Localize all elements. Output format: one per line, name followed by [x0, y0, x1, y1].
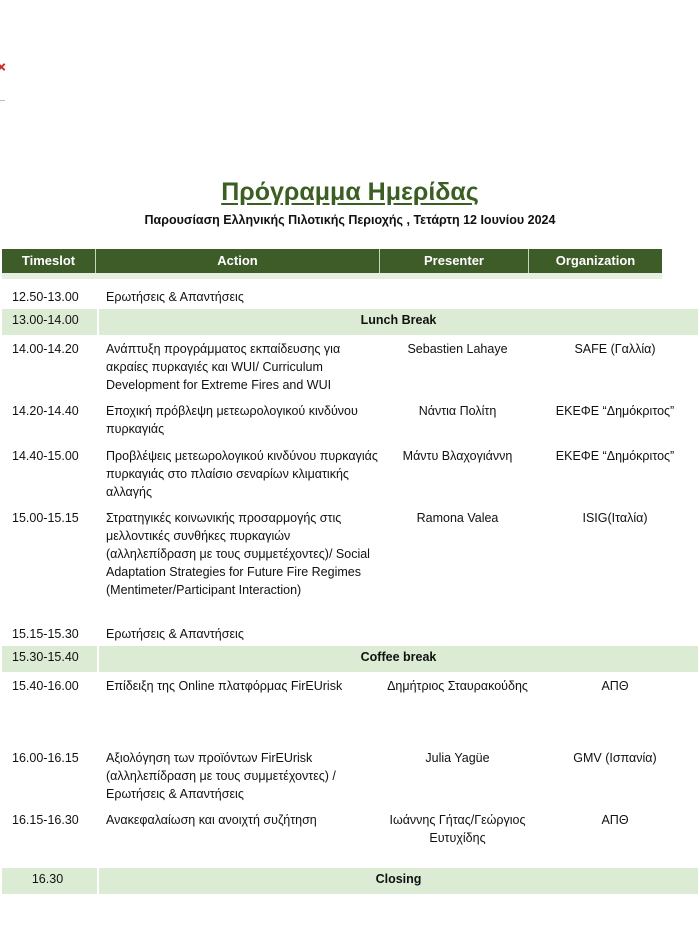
header-action: Action [96, 249, 380, 273]
timeslot-cell: 15.30-15.40 [2, 646, 98, 672]
logo-fragment-icon [0, 58, 4, 78]
timeslot-cell: 15.15-15.30 [12, 627, 79, 641]
timeslot-cell: 12.50-13.00 [12, 290, 79, 304]
divider [0, 100, 5, 101]
timeslot-cell: 16.15-16.30 [12, 813, 79, 827]
presenter-cell: Ιωάννης Γήτας/Γεώργιος Ευτυχίδης [389, 813, 526, 845]
table-row [2, 283, 698, 309]
action-cell: Προβλέψεις μετεωρολογικού κινδύνου πυρκαγιάς πυρκαγιάς στο πλαίσιο σεναρίων κλιματικής αλλαγής [106, 449, 378, 499]
organization-cell: ΑΠΘ [601, 813, 629, 827]
timeslot-cell: 16.00-16.15 [12, 751, 79, 765]
table-row [2, 442, 698, 504]
presenter-cell [383, 283, 532, 309]
table-header [2, 249, 662, 273]
presenter-cell: Δημήτριος Σταυρακούδης [387, 679, 528, 693]
timeslot-cell: 14.40-15.00 [12, 449, 79, 463]
presenter-cell: Ramona Valea [416, 511, 499, 525]
table-row [2, 397, 698, 442]
presenter-cell: Sebastien Lahaye [407, 342, 508, 356]
break-label: Coffee break [98, 646, 698, 672]
organization-cell: ΕΚΕΦΕ “Δημόκριτος” [555, 449, 675, 463]
action-cell: Ερωτήσεις & Απαντήσεις [106, 627, 244, 641]
timeslot-cell: 13.00-14.00 [2, 309, 98, 335]
organization-cell: GMV (Ισπανία) [573, 751, 657, 765]
timeslot-cell: 15.00-15.15 [12, 511, 79, 525]
timeslot-cell: 14.00-14.20 [12, 342, 79, 356]
action-cell: Επίδειξη της Online πλατφόρμας FirEUrisk [106, 679, 343, 693]
action-cell: Ερωτήσεις & Απαντήσεις [106, 290, 244, 304]
header-organization: Organization [555, 253, 636, 268]
table-row [2, 806, 698, 868]
organization-cell: ΑΠΘ [601, 679, 629, 693]
header-presenter: Presenter [380, 249, 529, 273]
organization-cell [532, 283, 698, 309]
timeslot-cell: 14.20-14.40 [12, 404, 79, 418]
action-cell: Αξιολόγηση των προϊόντων FirEUrisk (αλληλεπίδραση με τους συμμετέχοντες) / Ερωτήσεις & Απαντήσεις [106, 751, 336, 801]
timeslot-cell: 15.40-16.00 [12, 679, 79, 693]
presenter-cell: Νάντια Πολίτη [418, 404, 497, 418]
organization-cell [532, 620, 698, 646]
presenter-cell: Μάντυ Βλαχογιάννη [402, 449, 513, 463]
action-cell: Στρατηγικές κοινωνικής προσαρμογής στις μελλοντικές συνθήκες πυρκαγιών (αλληλεπίδραση με τους συμμετέχοντες)/ Social Adaptation Strategies for Future Fire Regimes (Mentimeter/Participant Interaction) [106, 511, 370, 597]
page-title: Πρόγραμμα Ημερίδας [221, 178, 479, 206]
organization-cell: ISIG(Ιταλία) [582, 511, 648, 525]
schedule-table [2, 283, 698, 894]
table-row [2, 335, 698, 397]
organization-cell: SAFE (Γαλλία) [574, 342, 656, 356]
organization-cell: ΕΚΕΦΕ “Δημόκριτος” [555, 404, 675, 418]
action-cell: Ανάπτυξη προγράμματος εκπαίδευσης για ακραίες πυρκαγιές και WUI/ Curriculum Development for Extreme Fires and WUI [106, 342, 341, 392]
header-spacer [2, 273, 662, 279]
break-label: Closing [98, 868, 698, 894]
break-row [2, 868, 698, 894]
presenter-cell: Julia Yagüe [425, 751, 490, 765]
break-row [2, 646, 698, 672]
table-row [2, 620, 698, 646]
presenter-cell [383, 620, 532, 646]
table-row [2, 672, 698, 744]
table-row [2, 744, 698, 806]
break-label: Lunch Break [98, 309, 698, 335]
action-cell: Εποχική πρόβλεψη μετεωρολογικού κινδύνου πυρκαγιάς [106, 404, 358, 436]
timeslot-cell: 16.30 [2, 868, 98, 894]
table-row [2, 504, 698, 620]
action-cell: Ανακεφαλαίωση και ανοιχτή συζήτηση [106, 813, 317, 827]
header-timeslot: Timeslot [2, 249, 96, 273]
break-row [2, 309, 698, 335]
page-subtitle: Παρουσίαση Ελληνικής Πιλοτικής Περιοχής , Τετάρτη 12 Ιουνίου 2024 [144, 213, 556, 227]
